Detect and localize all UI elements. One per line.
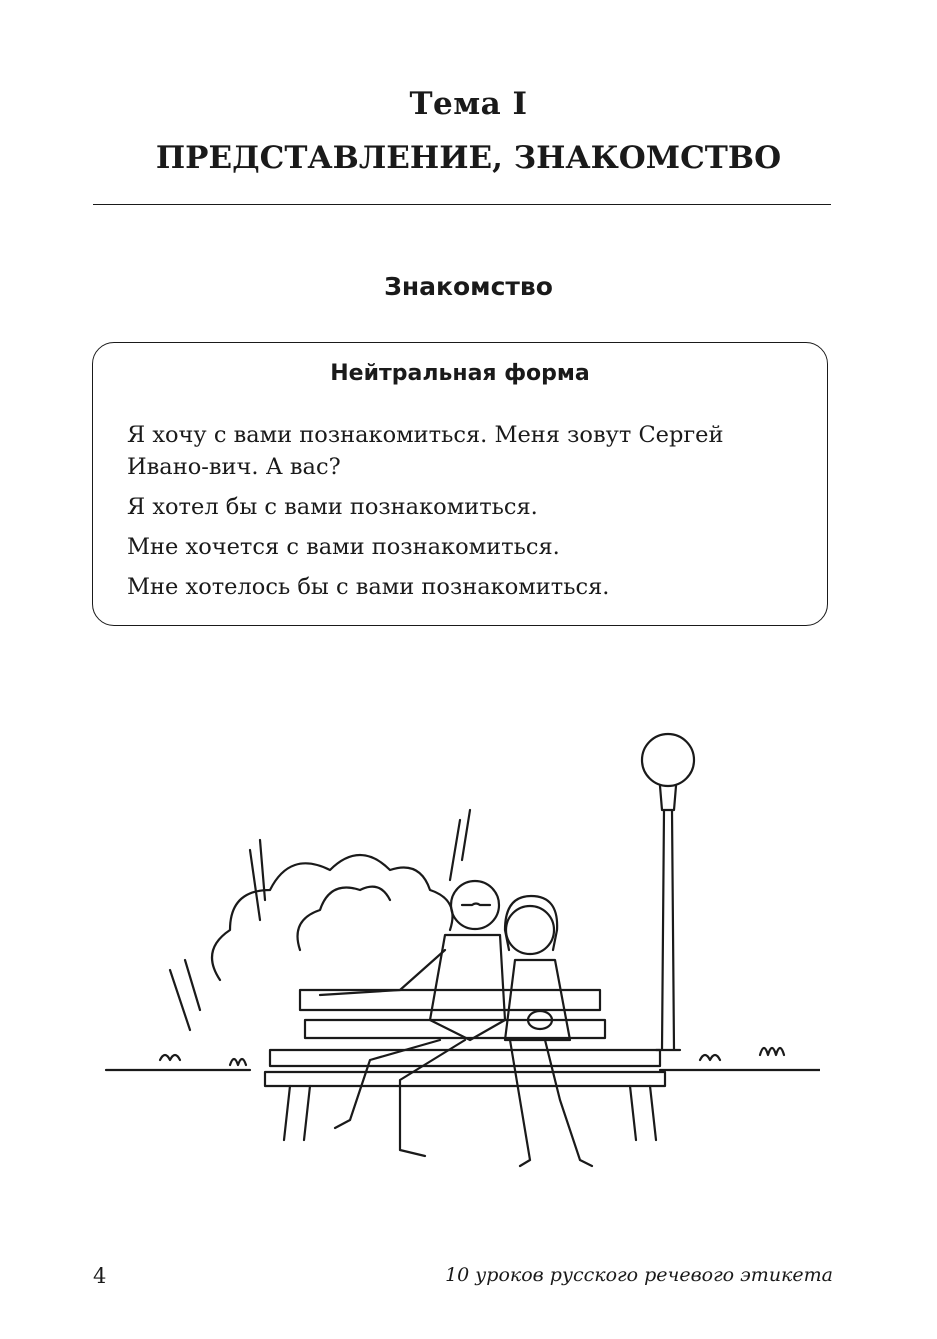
phrase-list xyxy=(127,419,797,611)
page-number: 4 xyxy=(93,1264,107,1288)
bush xyxy=(298,887,391,950)
title-divider xyxy=(93,204,831,205)
man-legs xyxy=(335,1040,465,1156)
man-glasses xyxy=(462,904,490,906)
theme-label: Тема I xyxy=(409,86,528,122)
theme-title: ПРЕДСТАВЛЕНИЕ, ЗНАКОМСТВО xyxy=(155,140,782,176)
park-bench-illustration xyxy=(100,720,820,1190)
bush xyxy=(212,855,453,980)
phrase-item: Я хотел бы с вами познакомиться. xyxy=(127,494,538,520)
phrase-item: Я хочу с вами познакомиться. Меня зовут Сергей Ивано-вич. А вас? xyxy=(127,422,724,480)
box-title: Нейтральная форма xyxy=(330,361,590,386)
man-arm xyxy=(320,950,445,995)
woman-head xyxy=(506,906,554,954)
lamp-post xyxy=(656,786,680,1050)
man-body xyxy=(430,935,505,1040)
grass-tuft xyxy=(160,1055,246,1065)
woman-legs xyxy=(510,1040,592,1166)
phrase-item: Мне хочется с вами познакомиться. xyxy=(127,534,560,560)
grass-tuft xyxy=(700,1048,784,1060)
phrase-box xyxy=(92,342,828,626)
section-title: Знакомство xyxy=(384,272,553,301)
man-head xyxy=(451,881,499,929)
bench-seat xyxy=(265,1050,665,1086)
woman-hair xyxy=(505,896,557,950)
book-title: 10 уроков русского речевого этикета xyxy=(445,1264,833,1286)
lamp-globe xyxy=(642,734,694,786)
bench-legs xyxy=(284,1086,656,1140)
phrase-item: Мне хотелось бы с вами познакомиться. xyxy=(127,574,610,600)
grass-strokes xyxy=(170,810,470,1030)
